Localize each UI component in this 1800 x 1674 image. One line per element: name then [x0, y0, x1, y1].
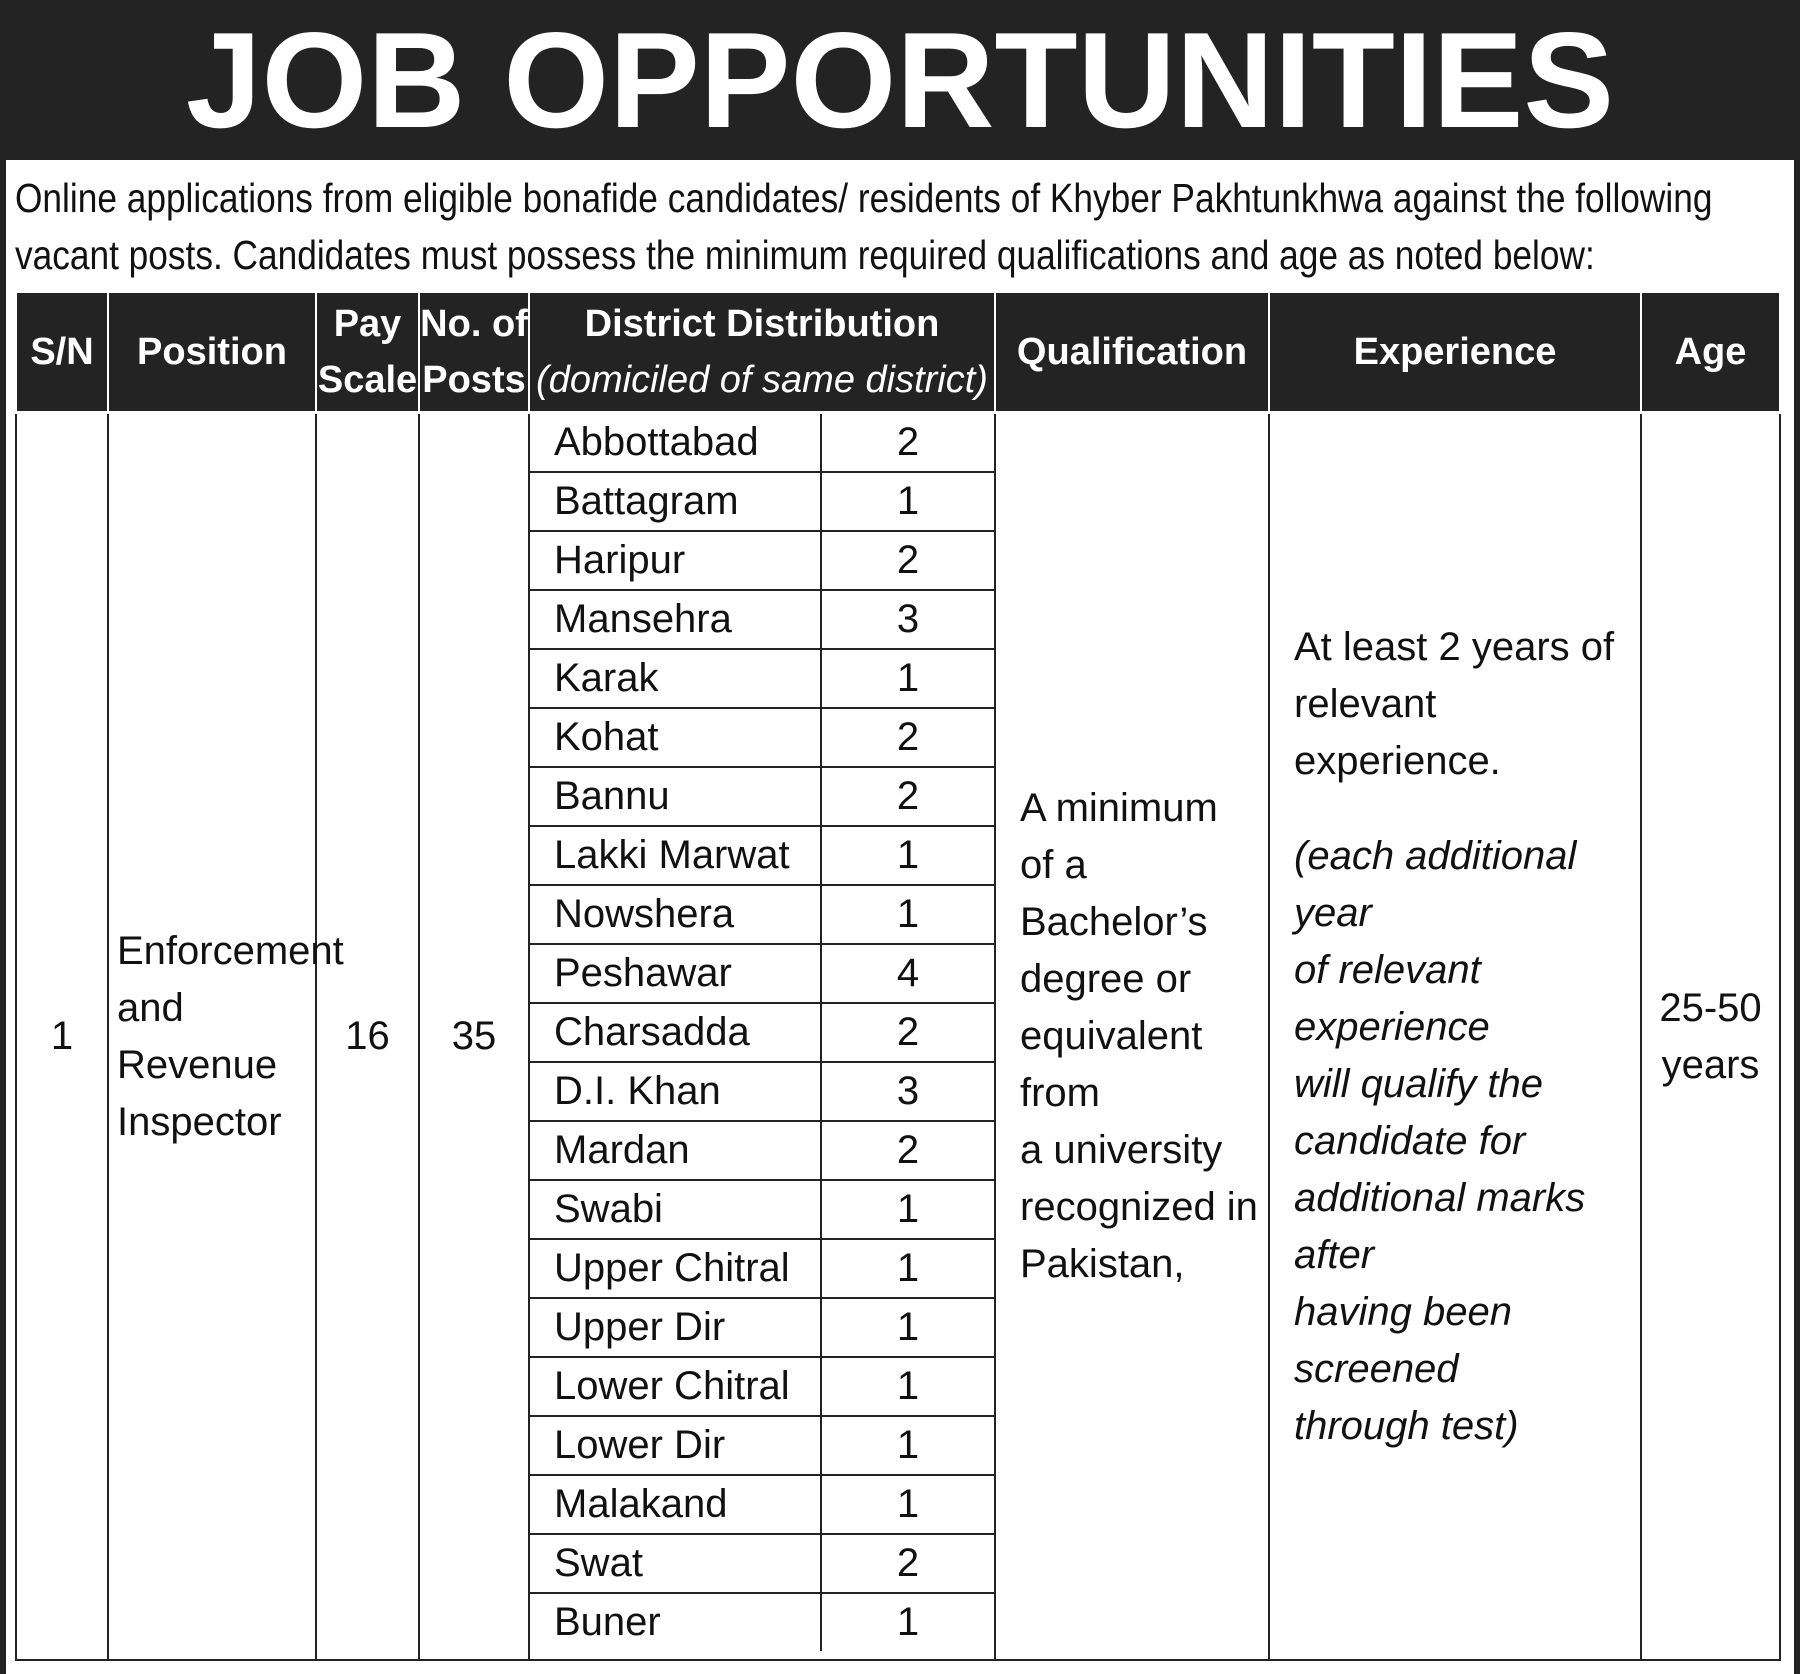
district-name: Swabi	[530, 1180, 821, 1239]
district-row	[530, 1003, 994, 1062]
header-pay-scale	[316, 293, 419, 413]
jobs-table	[15, 293, 1781, 1661]
header-district-line-2: (domiciled of same district)	[536, 359, 988, 401]
district-row	[530, 1593, 994, 1651]
district-name: Bannu	[530, 767, 821, 826]
position-line-1: Enforcement	[117, 928, 344, 973]
district-row	[530, 472, 994, 531]
district-row	[530, 1416, 994, 1475]
experience-note	[1294, 828, 1630, 1455]
district-name: Karak	[530, 649, 821, 708]
header-age: Age	[1641, 293, 1780, 413]
district-name: Upper Chitral	[530, 1239, 821, 1298]
district-row	[530, 649, 994, 708]
header-posts-line-1: No. of	[420, 303, 528, 345]
header-pay-scale-line-2: Scale	[317, 359, 418, 401]
banner-title: JOB OPPORTUNITIES	[0, 0, 1800, 160]
district-row	[530, 826, 994, 885]
district-post-count: 1	[821, 1239, 994, 1298]
district-post-count: 1	[821, 826, 994, 885]
district-post-count: 4	[821, 944, 994, 1003]
district-post-count: 1	[821, 1475, 994, 1534]
header-pay-scale-line-1: Pay	[333, 303, 402, 345]
district-post-count: 1	[821, 885, 994, 944]
district-name: Swat	[530, 1534, 821, 1593]
district-row	[530, 531, 994, 590]
cell-position	[108, 413, 344, 1661]
district-post-count: 1	[896, 1600, 920, 1644]
district-post-count: 1	[821, 472, 994, 531]
district-row	[530, 414, 994, 472]
district-name: Lakki Marwat	[530, 826, 821, 885]
qualification-line: Pakistan,	[1020, 1242, 1185, 1286]
experience-line: relevant experience.	[1294, 681, 1501, 783]
header-qualification: Qualification	[995, 293, 1269, 413]
district-row	[530, 590, 994, 649]
age-line-1: 25-50	[1659, 985, 1762, 1030]
district-post-count: 2	[821, 1121, 994, 1180]
qualification-line: Bachelor’s	[1020, 900, 1208, 944]
header-district	[529, 293, 995, 413]
district-name: Upper Dir	[530, 1298, 821, 1357]
experience-note-line: will qualify the	[1294, 1061, 1544, 1106]
district-post-count: 3	[821, 590, 994, 649]
position-line-2: and Revenue	[117, 985, 278, 1087]
district-name: Peshawar	[530, 944, 821, 1003]
header-district-line-1: District Distribution	[584, 303, 940, 345]
table-row	[16, 413, 1780, 1661]
left-border	[0, 0, 6, 1674]
district-row	[530, 1298, 994, 1357]
district-name: Malakand	[530, 1475, 821, 1534]
cell-posts: 35	[419, 413, 529, 1661]
experience-note-line: having been screened	[1294, 1289, 1512, 1391]
district-name: Lower Chitral	[530, 1357, 821, 1416]
cell-experience	[1269, 413, 1641, 1661]
district-row	[530, 944, 994, 1003]
district-name: Nowshera	[530, 885, 821, 944]
district-post-count: 1	[821, 1180, 994, 1239]
district-row	[530, 885, 994, 944]
district-name: D.I. Khan	[530, 1062, 821, 1121]
district-table	[530, 414, 994, 1651]
cell-district-distribution	[529, 413, 995, 1661]
district-row	[530, 1357, 994, 1416]
qualification-line: A minimum of a	[1020, 786, 1218, 887]
district-row	[530, 1239, 994, 1298]
district-row	[530, 1062, 994, 1121]
header-posts-line-2: Posts	[422, 359, 526, 401]
district-post-count: 2	[821, 531, 994, 590]
district-post-count: 1	[821, 649, 994, 708]
age-line-2: years	[1661, 1042, 1760, 1087]
district-row	[530, 767, 994, 826]
district-name: Buner	[530, 1593, 821, 1651]
right-border	[1794, 0, 1800, 1674]
experience-note-line: additional marks after	[1294, 1175, 1586, 1277]
experience-note-line: candidate for	[1294, 1118, 1526, 1163]
district-name: Mansehra	[530, 590, 821, 649]
experience-note-line: through test)	[1294, 1403, 1519, 1448]
district-post-count: 3	[821, 1062, 994, 1121]
cell-sn: 1	[16, 413, 108, 1661]
district-row	[530, 1475, 994, 1534]
district-name: Kohat	[530, 708, 821, 767]
experience-line: At least 2 years of	[1294, 624, 1615, 669]
district-row	[530, 1534, 994, 1593]
experience-note-line: (each additional year	[1294, 833, 1577, 935]
district-post-count: 2	[821, 1534, 994, 1593]
district-post-count: 1	[821, 1416, 994, 1475]
district-row	[530, 1180, 994, 1239]
district-post-count: 1	[821, 1298, 994, 1357]
cell-pay-scale: 16	[316, 413, 419, 1661]
district-name: Battagram	[530, 472, 821, 531]
district-name: Lower Dir	[530, 1416, 821, 1475]
experience-note-line: of relevant experience	[1294, 947, 1490, 1049]
district-post-count: 2	[821, 1003, 994, 1062]
qualification-line: equivalent from	[1020, 1014, 1203, 1115]
cell-age	[1641, 413, 1780, 1661]
intro-line-1: Online applications from eligible bonafide candidates/ residents of Khyber Pakhtunkhwa against the following	[15, 175, 1713, 221]
qualification-line: a university	[1020, 1128, 1223, 1172]
district-post-count: 2	[821, 414, 994, 472]
district-name: Charsadda	[530, 1003, 821, 1062]
table-header-row	[16, 293, 1780, 413]
district-row	[530, 708, 994, 767]
header-experience: Experience	[1269, 293, 1641, 413]
district-row	[530, 1121, 994, 1180]
qualification-line: degree or	[1020, 957, 1192, 1001]
district-name: Abbottabad	[530, 414, 821, 472]
district-post-count: 2	[821, 767, 994, 826]
header-posts	[419, 293, 529, 413]
header-position: Position	[108, 293, 316, 413]
header-sn: S/N	[16, 293, 108, 413]
position-line-3: Inspector	[117, 1099, 282, 1144]
cell-qualification	[995, 413, 1269, 1661]
district-post-count: 2	[821, 708, 994, 767]
qualification-line: recognized in	[1020, 1185, 1258, 1229]
intro-text	[15, 170, 1787, 284]
intro-line-2: vacant posts. Candidates must possess the minimum required qualifications and age as noted below:	[15, 232, 1595, 278]
district-name: Mardan	[530, 1121, 821, 1180]
district-name: Haripur	[530, 531, 821, 590]
district-post-count: 1	[821, 1357, 994, 1416]
